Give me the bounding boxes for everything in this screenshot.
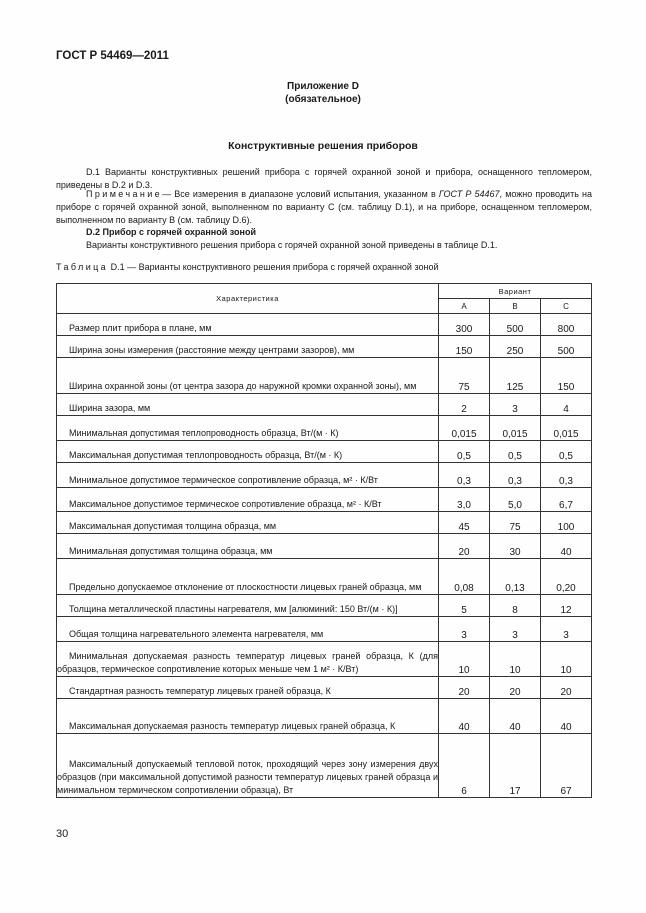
table-caption: [56, 262, 439, 272]
row-value-a: 0,3: [439, 463, 490, 488]
row-characteristic: [57, 559, 439, 595]
row-value-a: 0,08: [439, 559, 490, 595]
table-row: [57, 488, 592, 512]
row-value-b: 125: [490, 358, 541, 394]
row-characteristic: [57, 441, 439, 463]
row-characteristic-text: Максимальный допускаемый тепловой поток, проходящий через зону измерения двух образцов (при максимальной допустимой разности температур лицевых граней образца и минимальном термическом сопротивлении образца), Вт: [57, 759, 438, 795]
row-characteristic: [57, 512, 439, 534]
table-row: [57, 534, 592, 559]
row-value-a: 0,015: [439, 416, 490, 441]
row-value-c: 40: [541, 534, 592, 559]
row-value-b: 17: [490, 734, 541, 798]
row-value-b: 75: [490, 512, 541, 534]
document-header: ГОСТ Р 54469—2011: [56, 50, 169, 62]
table-row: [57, 677, 592, 699]
row-value-c: 0,015: [541, 416, 592, 441]
row-value-c: 150: [541, 358, 592, 394]
table-row: [57, 463, 592, 488]
row-characteristic-text: Минимальная допускаемая разность температур лицевых граней образца, К (для образцов, термическое сопротивление которых меньше чем 1 м² · К/Вт): [57, 651, 438, 674]
d2-heading: D.2 Прибор с горячей охранной зоной: [86, 227, 256, 237]
row-value-a: 2: [439, 394, 490, 416]
row-value-b: 40: [490, 699, 541, 734]
row-characteristic: [57, 314, 439, 336]
header-variant-c: С: [541, 299, 592, 314]
row-characteristic-text: Максимальная допускаемая разность температур лицевых граней образца, К: [69, 721, 396, 731]
row-value-b: 250: [490, 336, 541, 358]
row-characteristic-text: Максимальная допустимая толщина образца, мм: [69, 521, 277, 531]
table-row: [57, 358, 592, 394]
row-characteristic-text: Стандартная разность температур лицевых граней образца, К: [69, 686, 331, 696]
note-reference: ГОСТ Р 54467: [438, 189, 500, 199]
row-value-c: 100: [541, 512, 592, 534]
row-value-c: 3: [541, 617, 592, 642]
row-characteristic: [57, 595, 439, 617]
row-value-a: 20: [439, 677, 490, 699]
row-value-a: 6: [439, 734, 490, 798]
row-characteristic: [57, 416, 439, 441]
row-value-a: 5: [439, 595, 490, 617]
row-value-b: 500: [490, 314, 541, 336]
row-value-b: 0,015: [490, 416, 541, 441]
row-value-a: 3,0: [439, 488, 490, 512]
note-tail: , можно проводить на приборе с горячей охранной зоной, выполненном по варианту С (см. таблицу D.1), и на приборе, оснащенном тепломером, выполненном по варианту В (см. таблицу D.6).: [56, 189, 593, 225]
section-title: Конструктивные решения приборов: [228, 140, 418, 152]
row-value-a: 0,5: [439, 441, 490, 463]
table-row: [57, 512, 592, 534]
row-value-c: 800: [541, 314, 592, 336]
row-value-c: 0,20: [541, 559, 592, 595]
table-body: [57, 314, 592, 798]
row-characteristic: [57, 534, 439, 559]
header-variant: Вариант: [439, 284, 592, 299]
row-characteristic-text: Максимальная допустимая теплопроводность образца, Вт/(м · К): [69, 450, 343, 460]
row-value-a: 40: [439, 699, 490, 734]
row-value-c: 500: [541, 336, 592, 358]
table-row: [57, 642, 592, 677]
table-row: [57, 394, 592, 416]
d2-text: Варианты конструктивного решения прибора с горячей охранной зоной приведены в таблице D.1.: [86, 240, 498, 250]
row-value-b: 0,5: [490, 441, 541, 463]
table-row: [57, 617, 592, 642]
row-characteristic-text: Минимальная допустимая толщина образца, мм: [69, 546, 273, 556]
table-caption-label: Таблица: [56, 262, 109, 272]
row-value-a: 20: [439, 534, 490, 559]
note-paragraph: [56, 188, 592, 227]
note-text: — Все измерения в диапазоне условий испытания, указанном в: [162, 189, 439, 199]
row-characteristic-text: Максимальное допустимое термическое сопротивление образца, м² · К/Вт: [69, 499, 382, 509]
row-value-c: 4: [541, 394, 592, 416]
header-variant-a: А: [439, 299, 490, 314]
row-value-c: 6,7: [541, 488, 592, 512]
row-characteristic-text: Общая толщина нагревательного элемента нагревателя, мм: [69, 629, 324, 639]
row-value-b: 0,13: [490, 559, 541, 595]
note-label: Примечание: [86, 189, 163, 199]
row-characteristic: [57, 336, 439, 358]
row-value-c: 40: [541, 699, 592, 734]
row-value-a: 75: [439, 358, 490, 394]
table-row: [57, 559, 592, 595]
row-value-b: 3: [490, 394, 541, 416]
table-caption-text: D.1 — Варианты конструктивного решения прибора с горячей охранной зоной: [110, 262, 439, 272]
header-characteristic: Характеристика: [57, 284, 439, 314]
row-value-b: 8: [490, 595, 541, 617]
row-characteristic-text: Толщина металлической пластины нагревателя, мм [алюминий: 150 Вт/(м · К)]: [69, 604, 398, 614]
row-value-a: 300: [439, 314, 490, 336]
row-characteristic: [57, 358, 439, 394]
table-row: [57, 699, 592, 734]
row-value-c: 0,3: [541, 463, 592, 488]
row-value-c: 0,5: [541, 441, 592, 463]
row-characteristic: [57, 617, 439, 642]
table-row: [57, 441, 592, 463]
row-value-a: 3: [439, 617, 490, 642]
appendix-title: Приложение D: [287, 81, 359, 92]
row-value-c: 67: [541, 734, 592, 798]
table-row: [57, 416, 592, 441]
row-value-a: 10: [439, 642, 490, 677]
row-characteristic-text: Минимальная допустимая теплопроводность образца, Вт/(м · К): [69, 428, 339, 438]
row-value-b: 0,3: [490, 463, 541, 488]
row-value-c: 12: [541, 595, 592, 617]
row-value-a: 45: [439, 512, 490, 534]
row-characteristic: [57, 488, 439, 512]
row-value-c: 10: [541, 642, 592, 677]
row-characteristic: [57, 642, 439, 677]
row-characteristic: [57, 699, 439, 734]
row-characteristic-text: Минимальное допустимое термическое сопротивление образца, м² · К/Вт: [69, 475, 378, 485]
row-value-b: 30: [490, 534, 541, 559]
appendix-status: (обязательное): [285, 94, 361, 105]
table-row: [57, 595, 592, 617]
row-value-b: 5,0: [490, 488, 541, 512]
row-characteristic: [57, 734, 439, 798]
row-characteristic: [57, 394, 439, 416]
table-row: [57, 336, 592, 358]
header-variant-b: В: [490, 299, 541, 314]
row-characteristic-text: Размер плит прибора в плане, мм: [69, 323, 212, 333]
row-characteristic-text: Предельно допускаемое отклонение от плоскостности лицевых граней образца, мм: [69, 582, 422, 592]
variants-table: [56, 283, 592, 798]
page-number: 30: [56, 828, 69, 840]
row-value-b: 10: [490, 642, 541, 677]
row-characteristic: [57, 677, 439, 699]
row-characteristic-text: Ширина зоны измерения (расстояние между центрами зазоров), мм: [69, 345, 355, 355]
row-value-b: 3: [490, 617, 541, 642]
row-characteristic-text: Ширина зазора, мм: [69, 403, 151, 413]
row-value-b: 20: [490, 677, 541, 699]
table-row: [57, 314, 592, 336]
table-row: [57, 734, 592, 798]
row-value-a: 150: [439, 336, 490, 358]
row-characteristic-text: Ширина охранной зоны (от центра зазора до наружной кромки охранной зоны), мм: [69, 381, 417, 391]
row-characteristic: [57, 463, 439, 488]
paragraph-d1: D.1 Варианты конструктивных решений прибора с горячей охранной зоной и прибора, оснащенного тепломером, приведены в D.2 и D.3.: [56, 167, 592, 190]
row-value-c: 20: [541, 677, 592, 699]
